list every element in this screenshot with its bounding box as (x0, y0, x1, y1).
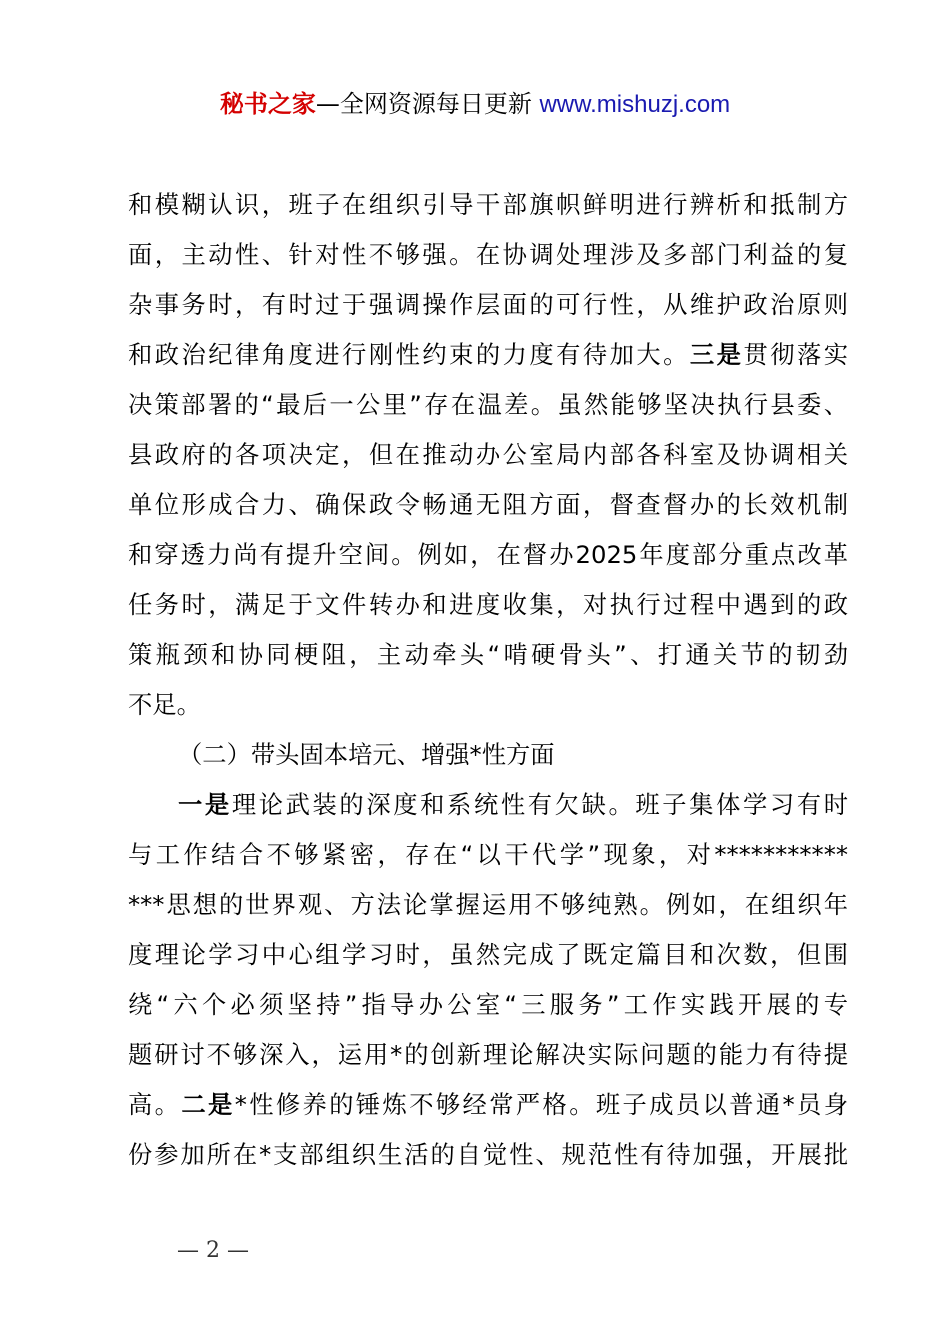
text-line: 和模糊认识，班子在组织引导干部旗帜鲜明进行辨析和抵制方 (128, 190, 848, 219)
text-line: 和穿透力尚有提升空间。例如，在督办2025年度部分重点改革 (128, 540, 848, 569)
text-segment: 贯彻落实 (743, 340, 848, 369)
text-line: 与工作结合不够紧密，存在“以干代学”现象，对*********** (128, 840, 848, 869)
text-segment: *性修养的锤炼不够经常严格。班子成员以普通*员身 (234, 1090, 848, 1119)
bold-marker: 一是 (178, 790, 232, 819)
brand-name: 秘书之家 (219, 90, 316, 118)
text-line: 绕“六个必须坚持”指导办公室“三服务”工作实践开展的专 (128, 990, 848, 1019)
site-header (0, 86, 950, 123)
text-segment: 和政治纪律角度进行刚性约束的力度有待加大。 (128, 340, 690, 369)
text-line: 决策部署的“最后一公里”存在温差。虽然能够坚决执行县委、 (128, 390, 848, 419)
bold-marker: 三是 (689, 340, 744, 369)
text-line: ***思想的世界观、方法论掌握运用不够纯熟。例如，在组织年 (128, 890, 848, 919)
text-line: 任务时，满足于文件转办和进度收集，对执行过程中遇到的政 (128, 590, 848, 619)
header-slogan: —全网资源每日更新 (315, 90, 532, 118)
text-segment: 高。 (128, 1090, 182, 1119)
text-line: 策瓶颈和协同梗阻，主动牵头“啃硬骨头”、打通关节的韧劲 (128, 640, 848, 669)
text-line: 杂事务时，有时过于强调操作层面的可行性，从维护政治原则 (128, 290, 848, 319)
text-line: 份参加所在*支部组织生活的自觉性、规范性有待加强，开展批 (128, 1140, 848, 1169)
text-line: 题研讨不够深入，运用*的创新理论解决实际问题的能力有待提 (128, 1040, 848, 1069)
text-line: 面，主动性、针对性不够强。在协调处理涉及多部门利益的复 (128, 240, 848, 269)
text-line (128, 330, 848, 380)
text-line: 县政府的各项决定，但在推动办公室局内部各科室及协调相关 (128, 440, 848, 469)
text-line: 不足。 (128, 690, 201, 719)
text-line (128, 1080, 848, 1130)
document-body (128, 180, 848, 1180)
text-line: 单位形成合力、确保政令畅通无阻方面，督查督办的长效机制 (128, 490, 848, 519)
section-heading: （二）带头固本培元、增强*性方面 (178, 740, 555, 769)
site-url[interactable]: www.mishuzj.com (539, 91, 731, 118)
page-number: — 2 — (177, 1238, 249, 1263)
text-line (128, 780, 848, 830)
bold-marker: 二是 (181, 1090, 235, 1119)
text-segment: 理论武装的深度和系统性有欠缺。班子集体学习有时 (231, 790, 848, 819)
text-line: 度理论学习中心组学习时，虽然完成了既定篇目和次数，但围 (128, 940, 848, 969)
